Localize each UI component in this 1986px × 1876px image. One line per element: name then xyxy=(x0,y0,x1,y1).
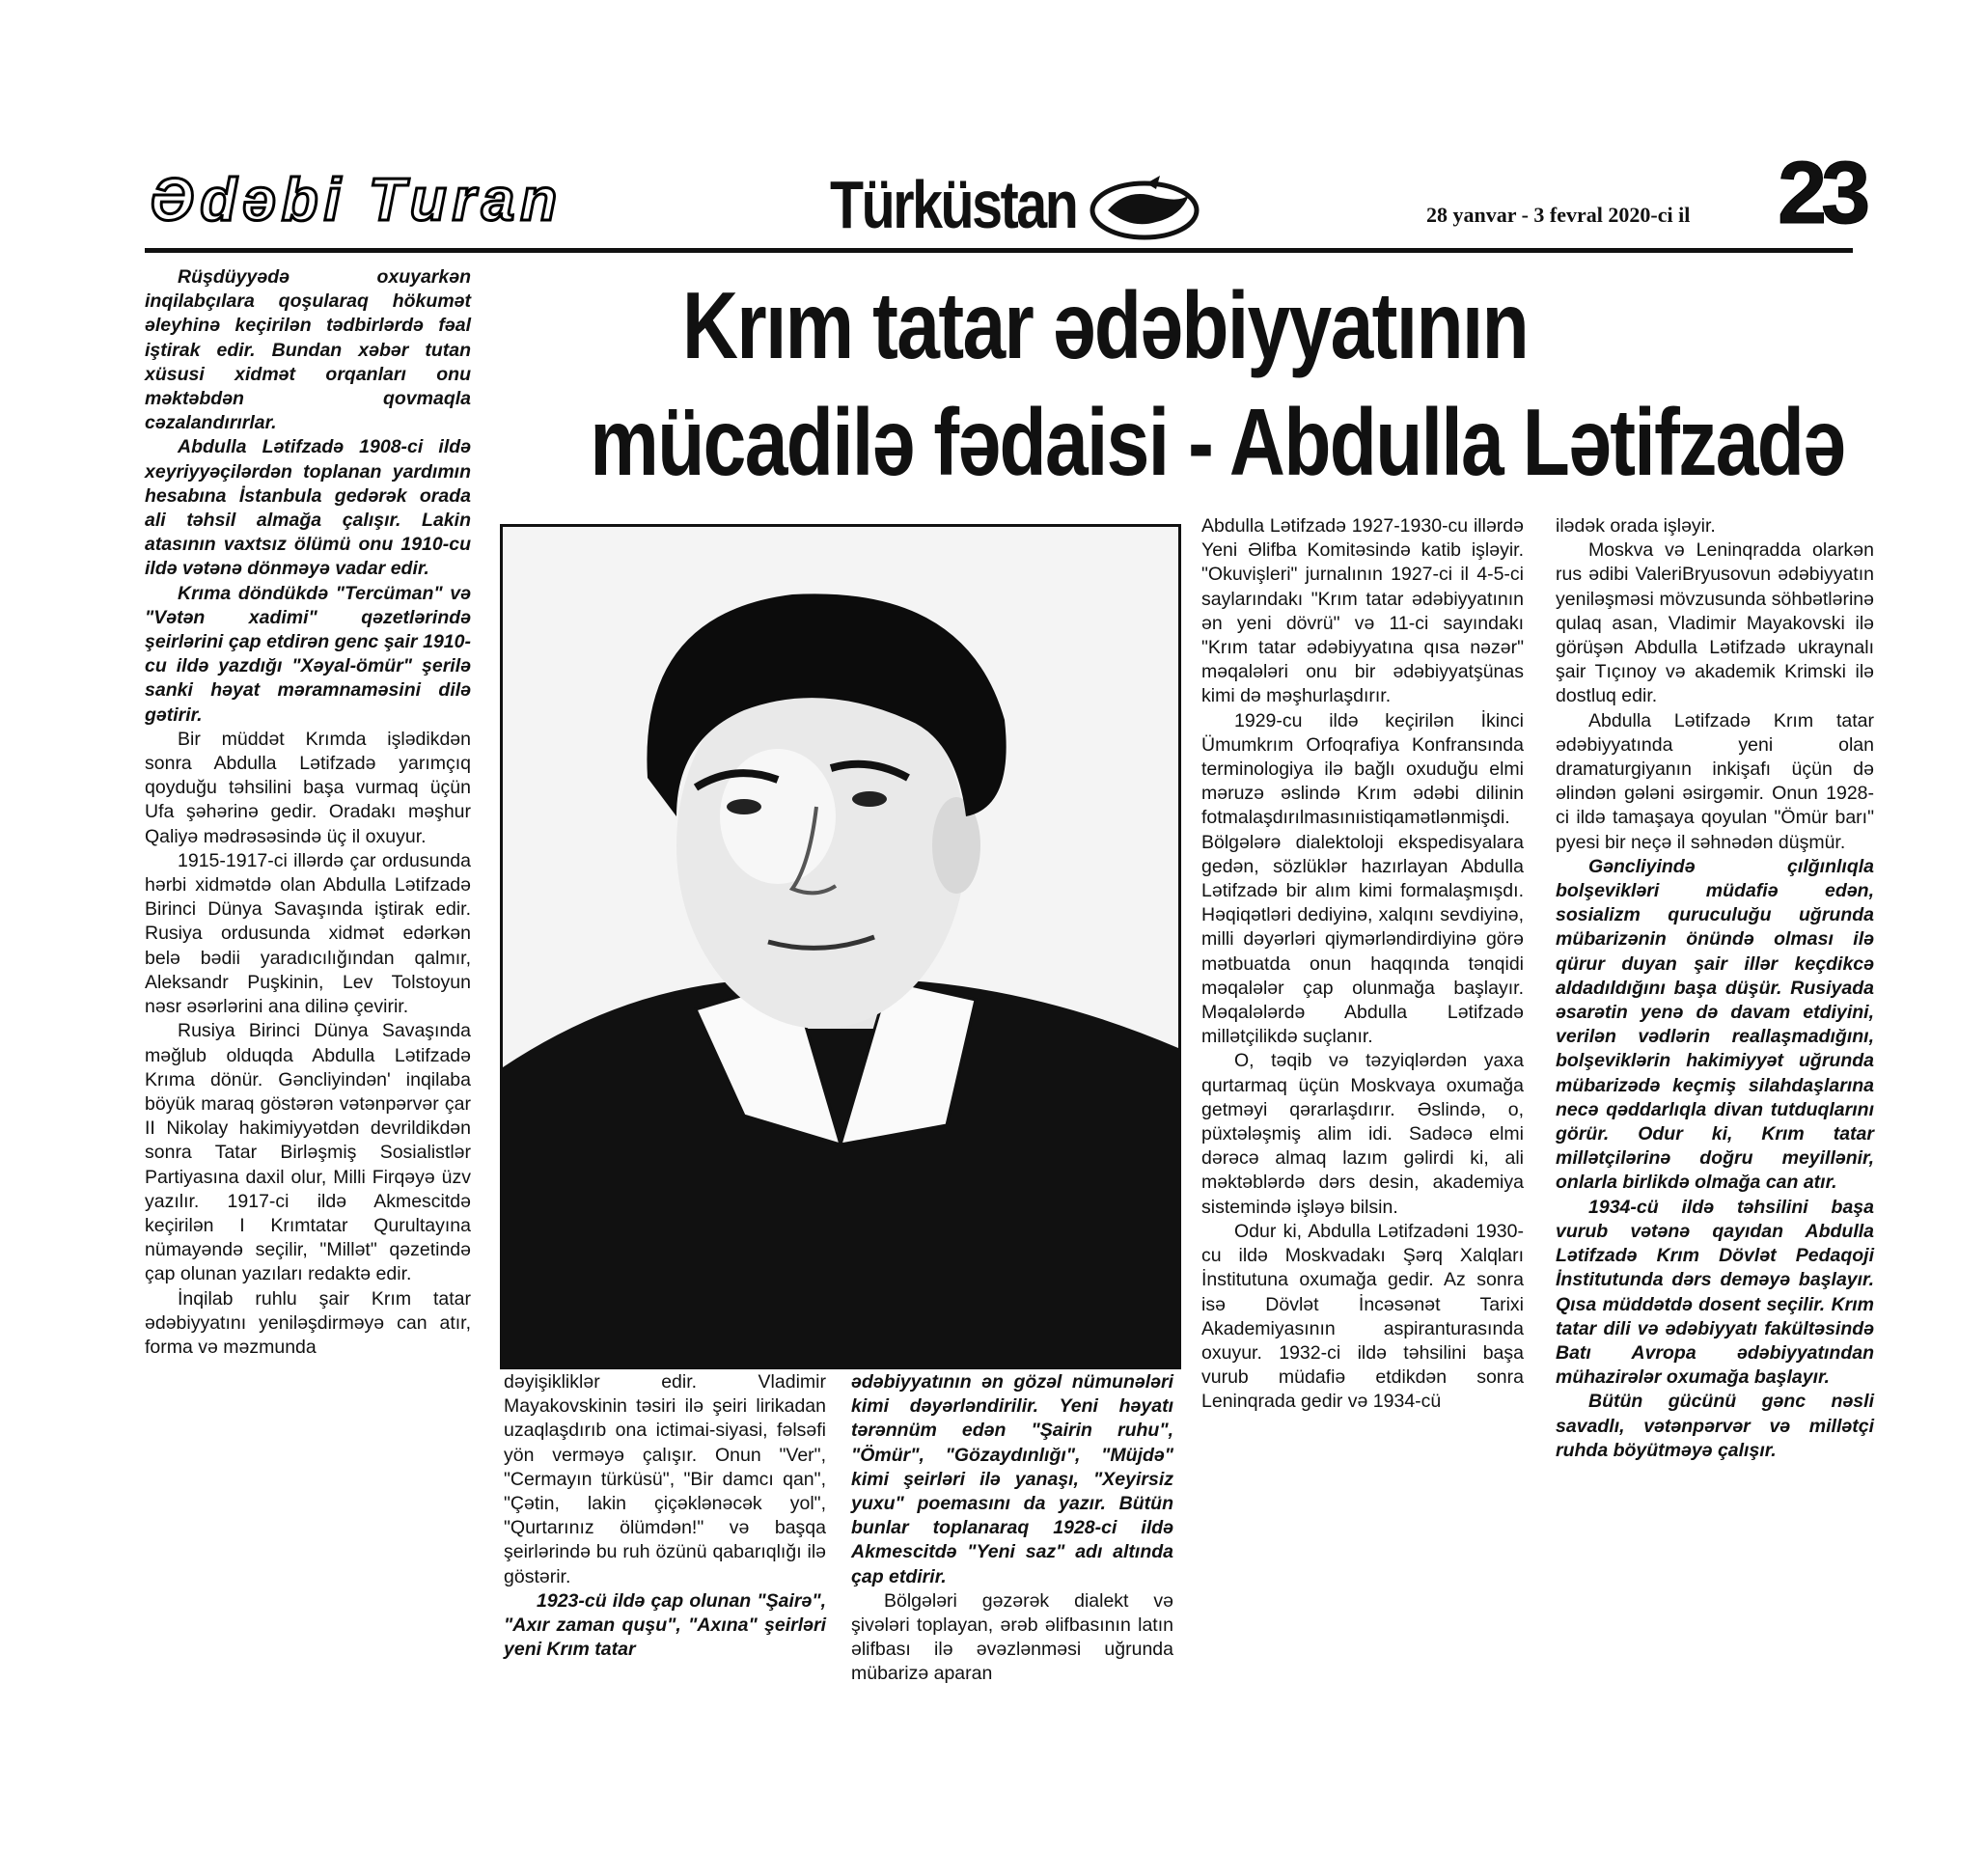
page-number: 23 xyxy=(1778,144,1865,242)
paragraph: ilədək orada işləyir. xyxy=(1556,515,1716,537)
article-column-5 xyxy=(1556,514,1874,1463)
paragraph: Gəncliyində çılğınlıqla bolşevikləri müdafiə edən, sosializm quruculuğu uğrunda mübarizənin önündə olması ilə qürur duyan şair illər keçdikcə aldadıldığını başa düşür. Rusiyada əsarətin yenə də davam etdiyini, verilən vədlərin reallaşmadığını, bolşeviklərin hakimiyyət uğrunda mübarizədə keçmiş silahdaşlarına necə qəddarlıqla divan tutduqlarını görür. Odur ki, Krım tatar millətçilərinə doğru meyillənir, onlarla birlikdə olmağa can atır. xyxy=(1556,855,1874,1194)
paragraph: Abdulla Lətifzadə 1908-ci ildə xeyriyyəçilərdən toplanan yardımın hesabına İstanbula gedərək orada ali təhsil almağa çalışır. Lakin atasının vaxtsız ölümü onu 1910-cu ildə vətənə dönməyə vadar edir. xyxy=(145,436,471,580)
paragraph: Krıma döndükdə "Tercüman" və "Vətən xadimi" qəzetlərində şeirlərini çap etdirən genc şair 1910-cu ildə yazdığı "Xəyal-ömür" şerilə sanki həyat məramnaməsini dilə gətirir. xyxy=(145,582,471,726)
article-column-4 xyxy=(1201,514,1524,1415)
paragraph: Bir müddət Krımda işlədikdən sonra Abdulla Lətifzadə yarımçıq qoyduğu təhsilini başa vurmaq üçün Ufa şəhərinə gedir. Oradakı məşhur Qaliyə mədrəsəsində üç il oxuyur. xyxy=(145,728,471,847)
masthead-rule xyxy=(145,248,1853,253)
paragraph: 1929-cu ildə keçirilən İkinci Ümumkrım Orfoqrafiya Konfransında terminologiya ilə bağlı oxuduğu elmi məruzə əslində Krım ədəbi dilinin fotmalaşdırılmasınıistiqamətlənmişdi. Bölgələrə dialektoloji ekspedisyalara gedən, sözlüklər hazırlayan Abdulla Lətifzadə bir alım kimi formalaşmışdı. Həqiqətləri dediyinə, xalqını sevdiyinə, milli dəyərləri qiymərləndirdiyinə görə mətbuatda onun haqqında tənqidi məqalələr çap olunmağa başlayır. Məqalələrdə Abdulla Lətifzadə millətçilikdə suçlanır. xyxy=(1201,709,1524,1048)
section-title: Ədəbi Turan xyxy=(150,167,564,234)
paragraph: 1934-cü ildə təhsilini başa vurub vətənə qayıdan Abdulla Lətifzadə Krım Dövlət Pedaqoji İnstitutunda dərs deməyə başlayır. Qısa müddətdə dosent seçilir. Krım tatar dili və ədəbiyyatı fakültəsində Batı Avropa ədəbiyyatından mühazirələr oxumağa başlayır. xyxy=(1556,1196,1874,1389)
paragraph: Bütün gücünü gənc nəsli savadlı, vətənpərvər və millətçi ruhda böyütməyə çalışır. xyxy=(1556,1391,1874,1461)
headline-line-2: mücadilə fədaisi - Abdulla Lətifzadə xyxy=(590,389,1845,495)
paragraph: ədəbiyyatının ən gözəl nümunələri kimi dəyərləndirilir. Yeni həyatı tərənnüm edən "Şairin ruhu", "Ömür", "Gözaydınlığı", "Müjdə" kimi şeirləri ilə yanaşı, "Xeyirsiz yuxu" poemasını da yazır. Bütün bunlar toplanaraq 1928-ci ildə Akmescitdə "Yeni saz" adı altında çap etdirir. xyxy=(851,1371,1173,1587)
paragraph: 1915-1917-ci illərdə çar ordusunda hərbi xidmətdə olan Abdulla Lətifzadə Birinci Dünya Savaşında iştirak edir. Rusiya ordusunda xidmət edərkən belə bədii yaradıcılığından qalmır, Aleksandr Puşkinin, Lev Tolstoyun nəsr əsərlərini ana dilinə çevirir. xyxy=(145,849,471,1018)
paragraph: Abdulla Lətifzadə 1927-1930-cu illərdə Yeni Əlifba Komitəsində katib işləyir. "Okuvişleri" jurnalının 1927-ci il 4-5-ci saylarındakı "Krım tatar ədəbiyyatının ən yeni dövrü" və 11-ci sayındakı "Krım tatar ədəbiyyatına qısa nəzər" məqalələri onu bir ədəbiyyatşünas kimi də məşhurlaşdırır. xyxy=(1201,515,1524,707)
paragraph: Moskva və Leninqradda olarkən rus ədibi ValeriBryusovun ədəbiyyatın yeniləşməsi mövzusunda söhbətlərinə qulaq asan, Vladimir Mayakovski ilə görüşən Abdulla Lətifzadə ukraynalı şair Tıçınoy və akademik Krimski ilə dostluq edir. xyxy=(1556,539,1874,707)
paragraph: Rusiya Birinci Dünya Savaşında məğlub olduqda Abdulla Lətifzadə Krıma dönür. Gəncliyindən' inqilaba böyük maraq göstərən vətənpərvər çar II Nikolay hakimiyyətdən devrildikdən sonra Tatar Birləşmiş Sosialistlər Partiyasına daxil olur, Milli Firqəyə üzv yazılır. 1917-ci ildə Akmescitdə keçirilən I Krımtatar Qurultayına nümayəndə seçilir, "Millət" qəzetində çap olunan yazıları redaktə edir. xyxy=(145,1020,471,1285)
newspaper-logo: Türküstan xyxy=(830,167,1077,242)
article-column-2 xyxy=(504,1370,826,1662)
paragraph: 1923-cü ildə çap olunan "Şairə", "Axır zaman quşu", "Axına" şeirləri yeni Krım tatar xyxy=(504,1589,826,1661)
paragraph: O, təqib və təzyiqlərdən yaxa qurtarmaq üçün Moskvaya oxumağa getməyi qərarlaşdırır. Əslində, o, püxtələşmiş alim idi. Sadəcə elmi dərəcə almaq lazım gəlirdi ki, ali məktəblərdə dərs desin, akademiya sistemində işləyə bilsin. xyxy=(1201,1050,1524,1218)
portrait-photo xyxy=(500,524,1181,1369)
article-column-1 xyxy=(145,265,471,1360)
logo-emblem-icon xyxy=(1089,174,1202,243)
headline-line-1: Krım tatar ədəbiyyatının xyxy=(681,272,1529,378)
paragraph: İnqilab ruhlu şair Krım tatar ədəbiyyatını yeniləşdirməyə can atır, forma və məzmunda xyxy=(145,1287,471,1358)
article-column-3 xyxy=(851,1370,1173,1687)
paragraph: Odur ki, Abdulla Lətifzadəni 1930-cu ildə Moskvadakı Şərq Xalqları İnstitutuna oxumağa gedir. Az sonra isə Dövlət İncəsənət Tarixi Akademiyasının aspiranturasında oxuyur. 1932-ci ildə təhsilini başa vurub müdafiə etdikdən sonra Leninqrada gedir və 1934-cü xyxy=(1201,1220,1524,1413)
issue-date: 28 yanvar - 3 fevral 2020-ci il xyxy=(1426,203,1691,227)
paragraph: Rüşdüyyədə oxuyarkən inqilabçılara qoşularaq hökumət əleyhinə keçirilən tədbirlərdə fəal iştirak edir. Bundan xəbər tutan xüsusi xidmət orqanları onu məktəbdən qovmaqla cəzalandırırlar. xyxy=(145,266,471,434)
paragraph: dəyişikliklər edir. Vladimir Mayakovskinin təsiri ilə şeiri lirikadan uzaqlaşdırıb ona ictimai-siyasi, fəlsəfi yön verməyə çalışır. Onun "Ver", "Cermayın türküsü", "Bir damcı qan", "Çətin, lakin çiçəklənəcək yol", "Qurtarınız ölümdən!" və başqa şeirlərində bu ruh özünü qabarıqlığı ilə göstərir. xyxy=(504,1371,826,1587)
paragraph: Abdulla Lətifzadə Krım tatar ədəbiyyatında yeni olan dramaturgiyanın inkişafı üçün də əlindən gələni əsirgəmir. Onun 1928-ci ildə tamaşaya qoyulan "Ömür barı" pyesi bir neçə il səhnədən düşmür. xyxy=(1556,709,1874,853)
paragraph: Bölgələri gəzərək dialekt və şivələri toplayan, ərəb əlifbasının latın əlifbası ilə əvəzlənməsi uğrunda mübarizə aparan xyxy=(851,1589,1173,1685)
